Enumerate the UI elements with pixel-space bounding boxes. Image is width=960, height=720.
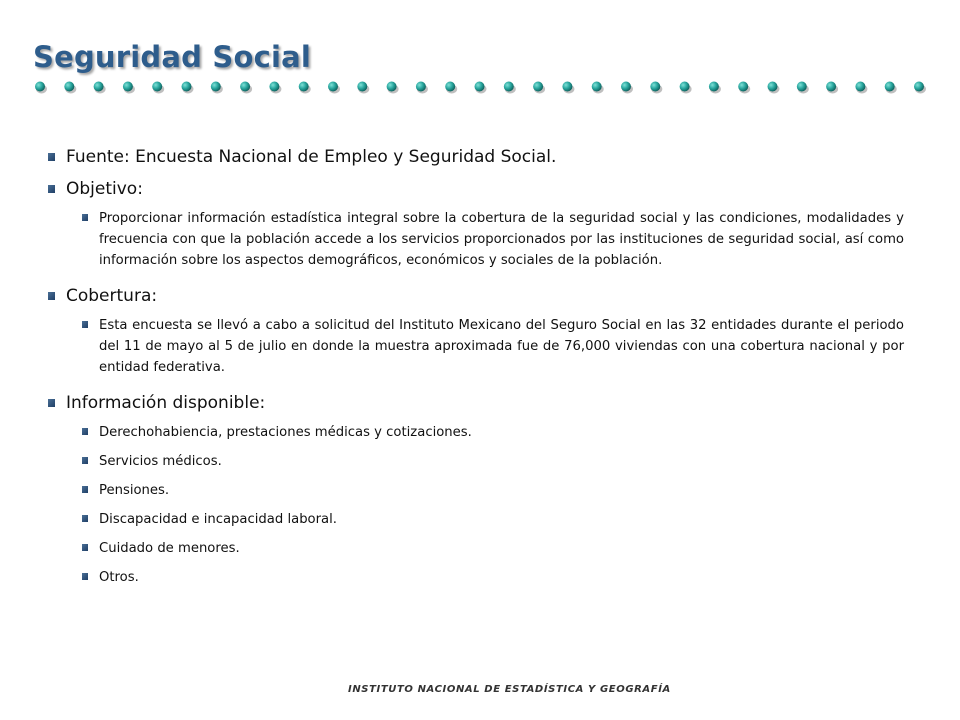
decorative-dot [709,82,719,92]
decorative-dot [35,82,45,92]
decorative-dot [64,82,74,92]
decorative-dot [650,82,660,92]
decorative-dot [504,82,514,92]
decorative-dot [768,82,778,92]
sub-bullet-otros: Otros. [82,567,904,588]
decorative-dot [240,82,250,92]
sub-bullet-derechohabiencia: Derechohabiencia, prestaciones médicas y cotizaciones. [82,422,904,443]
decorative-dot [738,82,748,92]
institution-footer: INSTITUTO NACIONAL DE ESTADÍSTICA Y GEOGRAFÍA [348,684,671,695]
decorative-dot [387,82,397,92]
sub-bullet-servicios-medicos: Servicios médicos. [82,451,904,472]
decorative-dot [357,82,367,92]
decorative-dot [475,82,485,92]
decorative-dot [445,82,455,92]
bullet-cobertura: Cobertura: [48,285,904,307]
sub-bullet-objetivo-text: Proporcionar información estadística integral sobre la cobertura de la seguridad social y las condiciones, modalidades y frecuencia con que la población accede a los servicios proporcionados por las instituciones de seguridad social, así como información sobre los aspectos demográficos, económicos y sociales de la población. [82,208,904,271]
sub-bullet-discapacidad: Discapacidad e incapacidad laboral. [82,509,904,530]
slide-title: Seguridad Social [33,40,312,74]
decorative-dot [826,82,836,92]
decorative-dot [562,82,572,92]
sub-bullet-cuidado-menores: Cuidado de menores. [82,538,904,559]
decorative-dot [269,82,279,92]
bullet-informacion-disponible: Información disponible: [48,392,904,414]
decorative-dot [416,82,426,92]
decorative-dot [592,82,602,92]
decorative-dot [328,82,338,92]
decorative-dot [885,82,895,92]
decorative-dot [94,82,104,92]
sub-bullet-cobertura-text: Esta encuesta se llevó a cabo a solicitud del Instituto Mexicano del Seguro Social en las 32 entidades durante el periodo del 11 de mayo al 5 de julio en donde la muestra aproximada fue de 76,000 viviendas con una cobertura nacional y por entidad federativa. [82,315,904,378]
decorative-dot [299,82,309,92]
sub-bullet-pensiones: Pensiones. [82,480,904,501]
decorative-dot [123,82,133,92]
decorative-dot [855,82,865,92]
decorative-dot [152,82,162,92]
decorative-dot-row [33,78,933,96]
decorative-dot [621,82,631,92]
decorative-dot [797,82,807,92]
slide-body [48,146,904,588]
bullet-fuente: Fuente: Encuesta Nacional de Empleo y Seguridad Social. [48,146,904,168]
bullet-objetivo: Objetivo: [48,178,904,200]
decorative-dot [182,82,192,92]
decorative-dot [914,82,924,92]
decorative-dot [680,82,690,92]
decorative-dot [533,82,543,92]
decorative-dot [211,82,221,92]
